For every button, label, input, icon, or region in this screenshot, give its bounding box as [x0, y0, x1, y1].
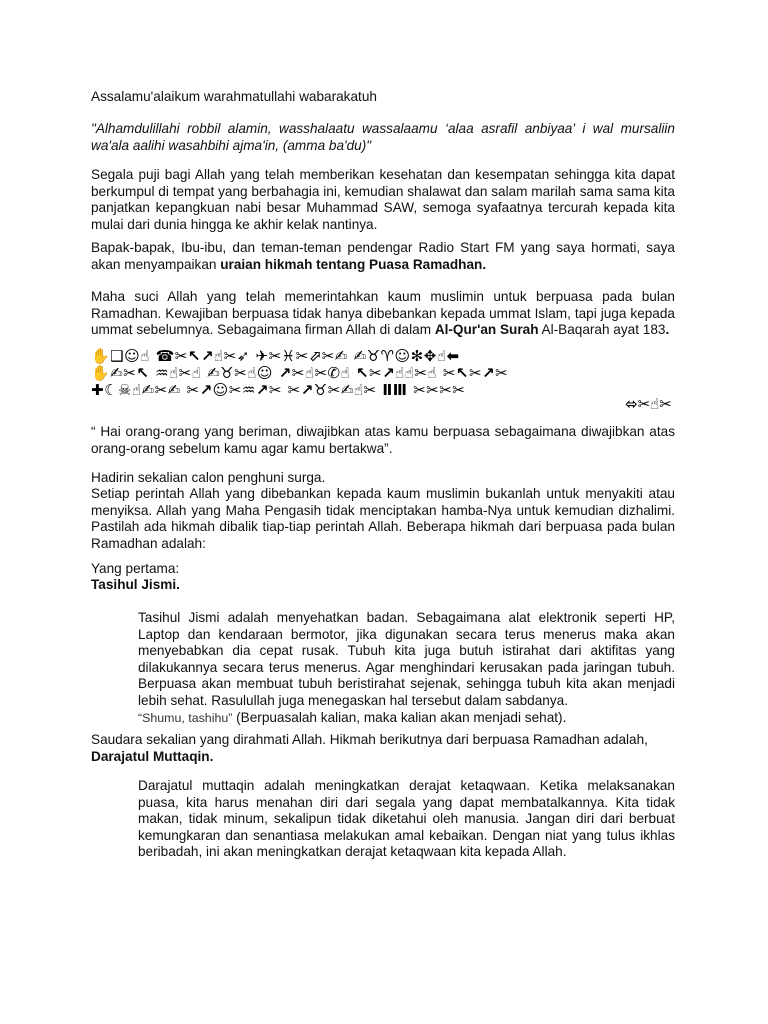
- first-body-text: Tasihul Jismi adalah menyehatkan badan. Sebagaimana alat elektronik seperti HP, Laptop dan kendaraan bermotor, jika digunakan secara terus menerus maka akan menyebabkan dia cepat rusak. Tubuh kita juga butuh istirahat dari aktifitas yang dilakukannya secara terus menerus. Agar menghindari kerusakan pada jaringan tubuh. Berpuasa akan membuat tubuh beristirahat sejenak, sehingga tubuh kita akan menjadi lebih sehat. Rasulullah juga menegaskan hal tersebut dalam sabdanya.: [138, 610, 675, 708]
- verse-glyph-line-1: ✋❑☺☝ ☎✂↖↗☝✂➶ ✈✂♓✂⬀✂✍ ✍♉♈☺✻✥☝⬅: [91, 347, 460, 365]
- verse-glyph-line-3: ✚☾☠☝✍✂✍ ✂↗☺✂♒↗✂ ✂↗♉✂✍☝✂ ⅡⅢ ✂✂✂✂: [91, 381, 466, 399]
- first-title: [91, 577, 675, 594]
- opening-quote: "Alhamdulillahi robbil alamin, wasshalaatu wassalaamu ‘alaa asrafil anbiyaa' i wal mursaliin wa'ala aalihi wasahbihi ajma'in, (amma ba'du)": [91, 121, 675, 153]
- address-text: Bapak-bapak, Ibu-ibu, dan teman-teman pendengar Radio Start FM yang saya hormati, saya akan menyampaikan: [91, 240, 675, 272]
- second-intro-text: Saudara sekalian yang dirahmati Allah. Hikmah berikutnya dari berpuasa Ramadhan adalah,: [91, 732, 648, 747]
- address-bold: uraian hikmah tentang Puasa Ramadhan.: [220, 256, 487, 272]
- first-quote-rest: (Berpuasalah kalian, maka kalian akan menjadi sehat).: [232, 709, 567, 725]
- paragraph-command: [91, 289, 675, 339]
- command-text: Maha suci Allah yang telah memerintahkan kaum muslimin untuk berpuasa pada bulan Ramadhan. Kewajiban berpuasa tidak hanya dibebankan kepada ummat Islam, tapi juga kepada ummat sebelumnya. Sebagaimana firman Allah di dalam: [91, 289, 675, 338]
- verse-glyph-line-2: ✋✍✂↖ ♒☝✂☝ ✍♉✂☝☺ ↗✂☝✂✆☝ ↖✂↗☝☝✂☝ ✂↖✂↗✂: [91, 364, 509, 382]
- first-body: [138, 610, 675, 726]
- paragraph-address: [91, 240, 675, 273]
- second-body: Darajatul muttaqin adalah meningkatkan derajat ketaqwaan. Ketika melaksanakan puasa, kita harus menahan diri dari segala yang dapat membatalkannya. Kita tidak makan, tidak minum, sekalipun tidak diketahui oleh manusia. Jangan diri dari berbuat kemungkaran dan senantiasa melakukan amal kebaikan. Dengan niat yang tulus ikhlas beribadah, ini akan meningkatkan derajat ketaqwaan kita kepada Allah.: [138, 778, 675, 860]
- paragraph-praise: Segala puji bagi Allah yang telah memberikan kesehatan dan kesempatan sehingga kita dapat berkumpul di tempat yang berbahagia ini, kemudian shalawat dan salam marilah sama sama kita panjatkan kepangkuan nabi besar Muhammad SAW, semoga syafaatnya tercurah kepada kita mulai dari dunia hingga ke akhir kelak nantinya.: [91, 167, 675, 232]
- first-title-bold: Tasihul Jismi.: [91, 577, 180, 592]
- hadirin-line: Hadirin sekalian calon penghuni surga.: [91, 470, 326, 485]
- second-title: Darajatul Muttaqin.: [91, 748, 214, 764]
- command-bold-dot: .: [665, 322, 670, 338]
- first-quote-light: “Shumu, tashihu”: [138, 710, 233, 725]
- verse-glyph-line-4: ⬄✂☝✂: [625, 395, 672, 413]
- first-label: Yang pertama:: [91, 561, 180, 576]
- second-intro: [91, 732, 675, 765]
- verse-translation: “ Hai orang-orang yang beriman, diwajibkan atas kamu berpuasa sebagaimana diwajibkan atas orang-orang sebelum kamu agar kamu bertakwa”.: [91, 424, 675, 456]
- greeting-line: Assalamu'alaikum warahmatullahi wabarakatuh: [91, 89, 377, 104]
- command-text-ayat: Al-Baqarah ayat 183: [538, 322, 666, 338]
- command-bold-surah: Al-Qur'an Surah: [434, 322, 539, 338]
- paragraph-hikmah: Setiap perintah Allah yang dibebankan kepada kaum muslimin bukanlah untuk menyakiti atau menyiksa. Allah yang Maha Pengasih tidak menciptakan hamba-Nya untuk kemudian dizhalimi. Pastilah ada hikmah dibalik tiap-tiap perintah Allah. Beberapa hikmah dari berpuasa pada bulan Ramadhan adalah:: [91, 486, 675, 551]
